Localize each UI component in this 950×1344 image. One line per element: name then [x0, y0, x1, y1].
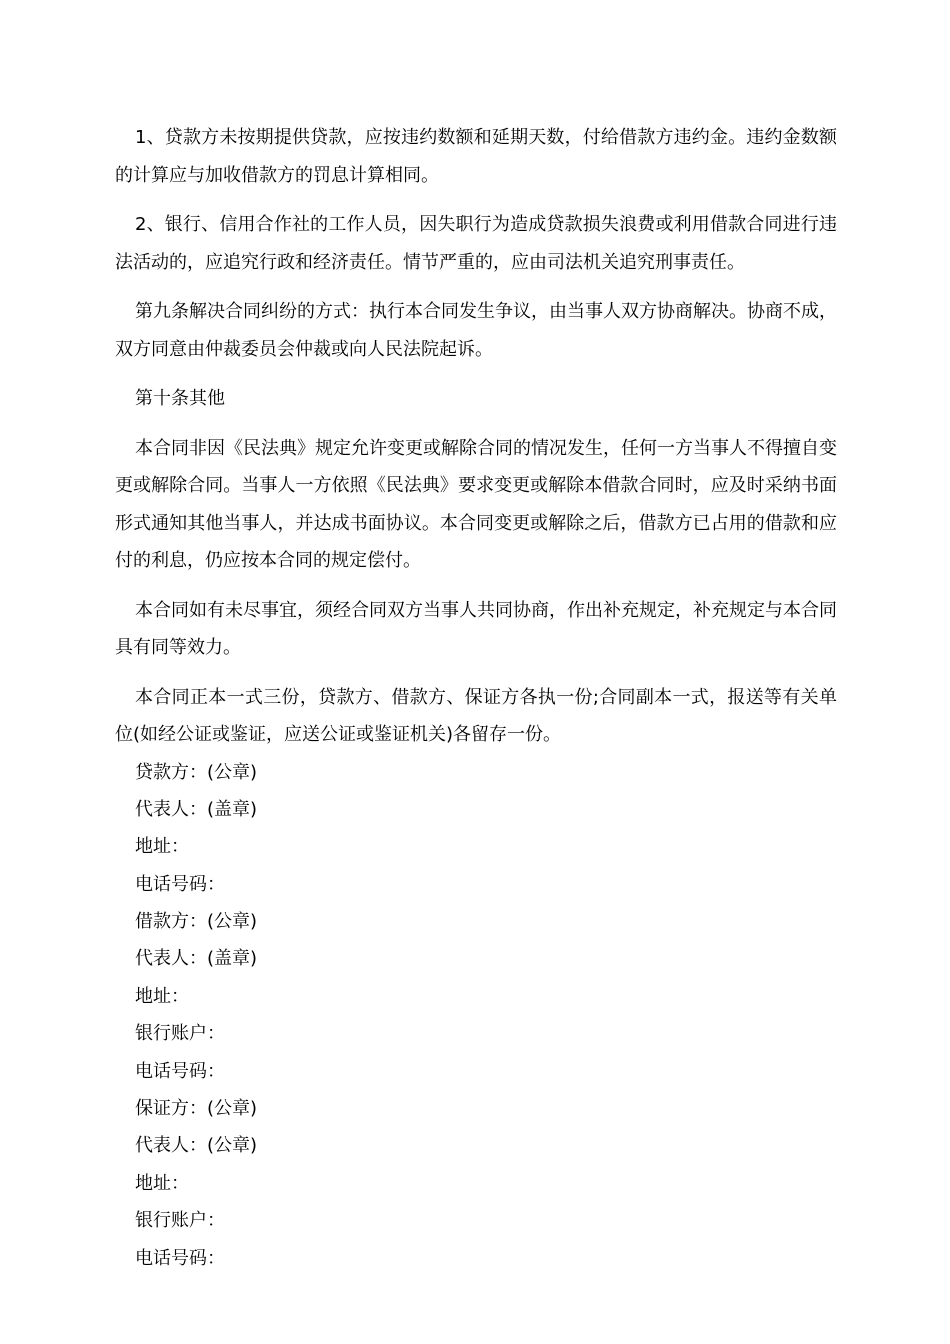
lender-phone-line: 电话号码：	[135, 873, 225, 895]
lender-representative-line: 代表人：(盖章)	[135, 798, 258, 820]
guarantor-phone-line: 电话号码：	[135, 1247, 225, 1269]
signature-block	[115, 754, 837, 1277]
paragraph-contract-modification: 本合同非因《民法典》规定允许变更或解除合同的情况发生，任何一方当事人不得擅自变更或解除合同。当事人一方依照《民法典》要求变更或解除本借款合同时，应及时采纳书面形式通知其他当事人，并达成书面协议。本合同变更或解除之后，借款方已占用的借款和应付的利息，仍应按本合同的规定偿付。	[115, 437, 837, 571]
paragraph-copies: 本合同正本一式三份，贷款方、借款方、保证方各执一份;合同副本一式，报送等有关单位(如经公证或鉴证，应送公证或鉴证机关)各留存一份。	[115, 686, 837, 745]
borrower-seal-line: 借款方：(公章)	[135, 911, 258, 933]
paragraph-article-10-heading: 第十条其他	[135, 388, 225, 409]
paragraph-supplementary-terms: 本合同如有未尽事宜，须经合同双方当事人共同协商，作出补充规定，补充规定与本合同具有同等效力。	[115, 599, 837, 658]
borrower-address-line: 地址：	[135, 985, 189, 1007]
borrower-representative-line: 代表人：(盖章)	[135, 948, 258, 970]
guarantor-address-line: 地址：	[135, 1172, 189, 1194]
borrower-bank-account-line: 银行账户：	[135, 1023, 225, 1045]
lender-seal-line: 贷款方：(公章)	[135, 761, 258, 783]
document-page	[115, 119, 837, 1277]
guarantor-representative-line: 代表人：(公章)	[135, 1135, 258, 1157]
guarantor-bank-account-line: 银行账户：	[135, 1210, 225, 1232]
paragraph-staff-liability: 2、银行、信用合作社的工作人员，因失职行为造成贷款损失浪费或利用借款合同进行违法活动的，应追究行政和经济责任。情节严重的，应由司法机关追究刑事责任。	[115, 214, 837, 273]
paragraph-article-9-disputes: 第九条解决合同纠纷的方式：执行本合同发生争议，由当事人双方协商解决。协商不成，双方同意由仲裁委员会仲裁或向人民法院起诉。	[115, 301, 837, 360]
guarantor-seal-line: 保证方：(公章)	[135, 1098, 258, 1120]
borrower-phone-line: 电话号码：	[135, 1060, 225, 1082]
paragraph-lender-breach: 1、贷款方未按期提供贷款，应按违约数额和延期天数，付给借款方违约金。违约金数额的计算应与加收借款方的罚息计算相同。	[115, 127, 837, 186]
lender-address-line: 地址：	[135, 836, 189, 858]
